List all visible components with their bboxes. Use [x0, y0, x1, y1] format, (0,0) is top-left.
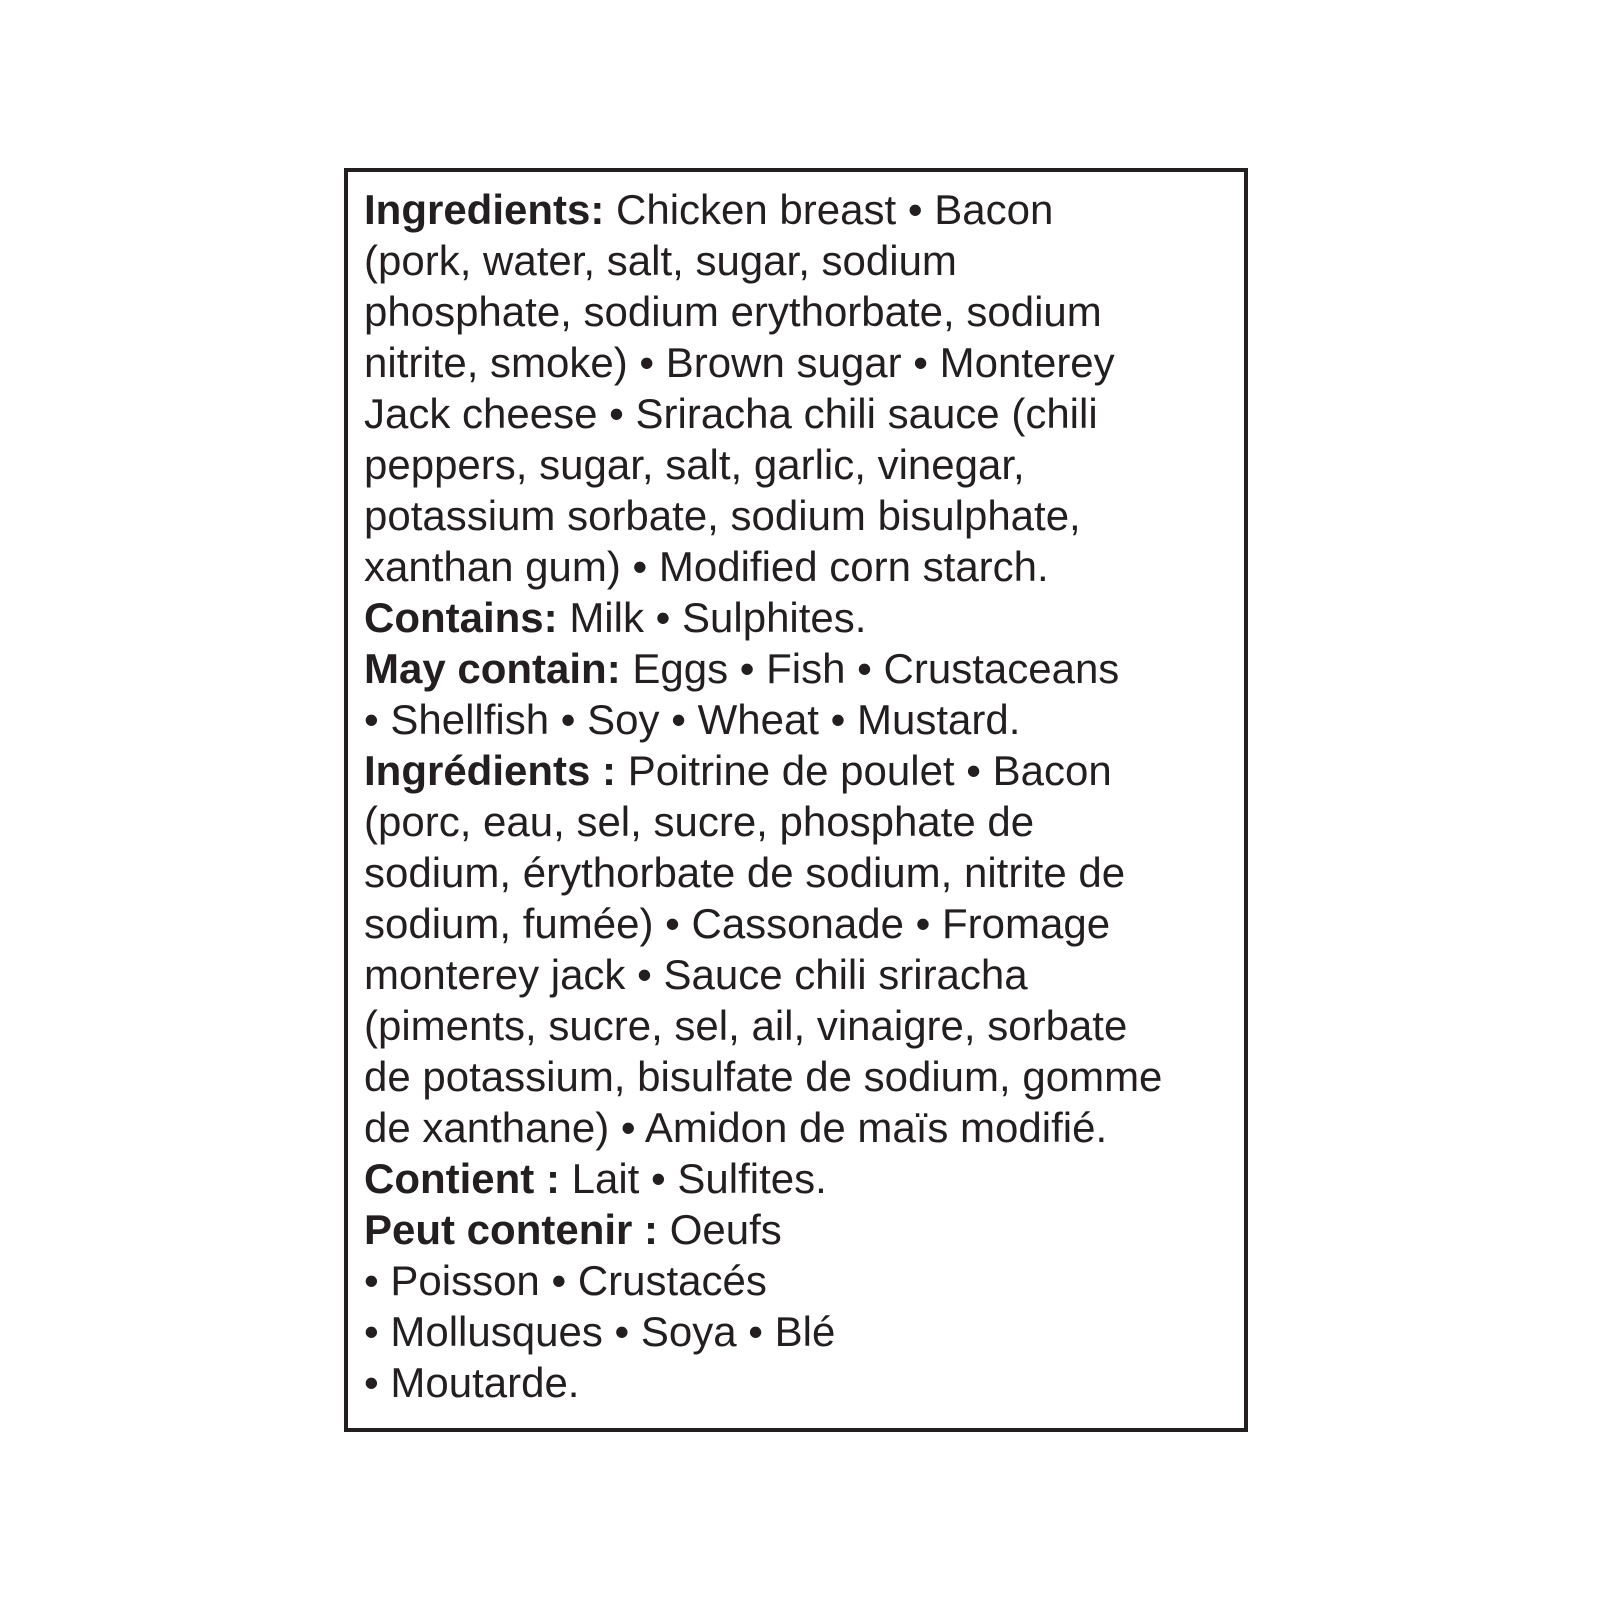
label-line: sodium, fumée) • Cassonade • Fromage	[364, 900, 1111, 947]
label-line: peppers, sugar, salt, garlic, vinegar,	[364, 441, 1025, 488]
may-contain-heading: May contain:	[364, 645, 621, 692]
ingredients-heading: Ingredients:	[364, 186, 605, 233]
may-contain-line	[364, 643, 1244, 694]
ingredients-label	[344, 168, 1248, 1432]
label-line: de xanthane) • Amidon de maïs modifié.	[364, 1104, 1108, 1151]
contient-line	[364, 1153, 1244, 1204]
label-line-text: Chicken breast • Bacon	[604, 186, 1054, 233]
label-line: xanthan gum) • Modified corn starch.	[364, 543, 1049, 590]
label-line-text: Oeufs	[658, 1206, 782, 1253]
ingredients-fr-heading: Ingrédients :	[364, 747, 617, 794]
label-line: • Shellfish • Soy • Wheat • Mustard.	[364, 696, 1021, 743]
label-line-text: Poitrine de poulet • Bacon	[616, 747, 1112, 794]
label-line: de potassium, bisulfate de sodium, gomme	[364, 1053, 1163, 1100]
label-line: (piments, sucre, sel, ail, vinaigre, sorbate	[364, 1002, 1128, 1049]
ingredients-heading-line	[364, 184, 1244, 235]
label-line: phosphate, sodium erythorbate, sodium	[364, 288, 1102, 335]
ingredients-fr-heading-line	[364, 745, 1244, 796]
label-line: nitrite, smoke) • Brown sugar • Monterey	[364, 339, 1115, 386]
label-line: • Poisson • Crustacés	[364, 1257, 767, 1304]
label-line-text: Lait • Sulfites.	[559, 1155, 827, 1202]
peut-contenir-line	[364, 1204, 1244, 1255]
contient-heading: Contient :	[364, 1155, 560, 1202]
label-line: • Moutarde.	[364, 1359, 580, 1406]
label-line: (porc, eau, sel, sucre, phosphate de	[364, 798, 1035, 845]
label-line-text: Eggs • Fish • Crustaceans	[620, 645, 1120, 692]
label-line: • Mollusques • Soya • Blé	[364, 1308, 836, 1355]
contains-line	[364, 592, 1244, 643]
contains-heading: Contains:	[364, 594, 558, 641]
label-line: Jack cheese • Sriracha chili sauce (chili	[364, 390, 1098, 437]
peut-contenir-heading: Peut contenir :	[364, 1206, 659, 1253]
label-line: potassium sorbate, sodium bisulphate,	[364, 492, 1081, 539]
label-line: sodium, érythorbate de sodium, nitrite de	[364, 849, 1126, 896]
label-line: (pork, water, salt, sugar, sodium	[364, 237, 957, 284]
label-line: monterey jack • Sauce chili sriracha	[364, 951, 1028, 998]
label-line-text: Milk • Sulphites.	[557, 594, 867, 641]
